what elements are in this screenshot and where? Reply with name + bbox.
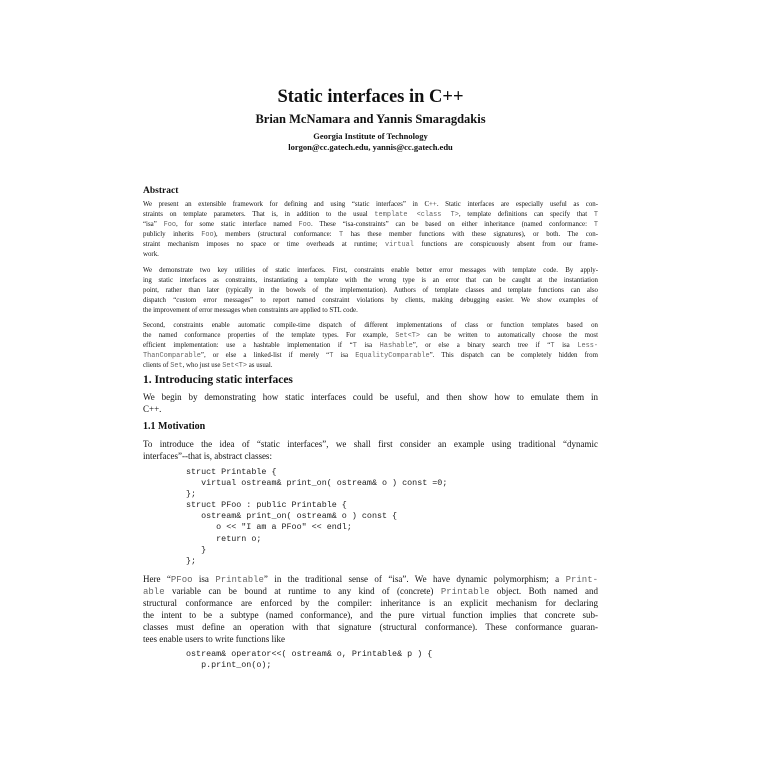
abstract-paragraph-1 [143, 200, 598, 260]
inline-code: Foo [163, 221, 177, 229]
code-line: virtual ostream& print_on( ostream& o ) const =0; [186, 478, 448, 489]
section-1-1-body [143, 573, 598, 645]
inline-code: Printable [440, 587, 490, 597]
affiliation: Georgia Institute of Technology [313, 131, 428, 141]
text-line: We present an extensible framework for defining and using “static interfaces” in C++. Static interfaces are especially useful as con- [143, 201, 598, 208]
text-line: interfaces”--that is, abstract classes: [143, 451, 272, 461]
paper-title: Static interfaces in C++ [277, 87, 464, 107]
inline-code: T [352, 342, 357, 350]
code-line: return o; [186, 533, 262, 544]
inline-code: Set [170, 362, 183, 370]
text-line: the named conformance properties of the template types. For example, Set<T> can be written to automatically choose the most [143, 332, 598, 340]
inline-code: T [550, 342, 555, 350]
code-line: struct Printable { [186, 467, 277, 477]
text-line: We demonstrate two key utilities of static interfaces. First, constraints enable better error messages with template code. By apply- [143, 267, 598, 274]
text-line: clients of Set, who just use Set<T> as usual. [143, 362, 273, 370]
inline-code: Hashable [379, 342, 413, 350]
inline-code: ThanComparable [143, 352, 201, 360]
text-line: work. [143, 251, 159, 258]
text-line: “isa” Foo, for some static interface named Foo. These “isa-constraints” can be based on either inheritance (named conformance: T [143, 221, 598, 229]
text-line: We begin by demonstrating how static interfaces could be useful, and then show how to emulate them in [143, 392, 598, 402]
text-line: dispatch “custom error messages” to report named constraint violations by clients, making debugging easier. We show examples of [143, 297, 598, 304]
inline-code: PFoo [170, 575, 193, 585]
section-1-1-intro [143, 438, 598, 462]
inline-code: EqualityComparable [355, 352, 430, 360]
abstract-heading: Abstract [143, 186, 179, 196]
abstract-paragraph-2 [143, 266, 598, 316]
code-line: } [186, 544, 207, 555]
code-block-operator [186, 649, 432, 671]
text-line: structural conformance are enforced by the compiler: inheritance is an explicit mechanism for declaring [143, 598, 598, 608]
inline-code: Set<T> [395, 332, 421, 340]
text-line: the improvement of error messages when constraints are applied to STL code. [143, 307, 358, 314]
inline-code: T [593, 221, 598, 229]
inline-code: Foo [201, 231, 214, 239]
section-1-intro [143, 391, 598, 415]
text-line: efficient implementation: use a hashtable implementation if “T isa Hashable”, or else a binary search tree if “T isa Less- [143, 342, 598, 350]
inline-code: able [143, 587, 165, 597]
abstract-paragraph-3 [143, 321, 598, 371]
text-line: straint mechanism imposes no space or time overheads at runtime; virtual functions are conspicuously absent from our frame- [143, 241, 598, 249]
section-1-1-heading: 1.1 Motivation [143, 421, 206, 432]
inline-code: Print- [565, 575, 598, 585]
author-emails: lorgon@cc.gatech.edu, yannis@cc.gatech.edu [288, 142, 453, 152]
code-line: }; [186, 555, 197, 566]
inline-code: T [329, 352, 334, 360]
inline-code: template <class T> [374, 211, 459, 219]
text-line: tees enable users to write functions like [143, 634, 285, 644]
inline-code: Foo [298, 221, 311, 229]
text-line: ing static interfaces as constraints, instantiating a template with the wrong type is an error that can be caught at the instantiation [143, 277, 598, 284]
paper-authors: Brian McNamara and Yannis Smaragdakis [255, 112, 486, 126]
code-line: p.print_on(o); [186, 660, 272, 671]
text-line: To introduce the idea of “static interfaces”, we shall first consider an example using traditional “dynamic [143, 439, 598, 449]
code-line: struct PFoo : public Printable { [186, 500, 347, 511]
inline-code: Less- [577, 342, 598, 350]
code-block-printable [186, 467, 447, 567]
text-line: ThanComparable”, or else a linked-list if merely “T isa EqualityComparable”. This dispatch can be completely hidden from [143, 352, 598, 360]
code-line: }; [186, 489, 197, 500]
inline-code: Set<T> [222, 362, 248, 370]
text-line: Here “PFoo isa Printable” in the traditional sense of “isa”. We have dynamic polymorphism; a Print- [143, 574, 598, 585]
code-line: ostream& print_on( ostream& o ) const { [186, 511, 398, 522]
code-line: o << "I am a PFoo" << endl; [186, 522, 352, 533]
text-line: point, rather than later (typically in the bowels of the implementation). Authors of template classes and template functions can also [143, 287, 598, 294]
inline-code: T [339, 231, 344, 239]
text-line: C++. [143, 404, 162, 414]
text-line: able variable can be bound at runtime to any kind of (concrete) Printable object. Both named and [143, 586, 598, 597]
inline-code: virtual [384, 241, 414, 249]
text-line: straints on template parameters. That is, in addition to the usual template <class T>, template definitions can specify that T [143, 211, 598, 219]
text-line: classes must define an operation with that signature (structural conformance). These conformance guaran- [143, 622, 598, 632]
code-line: ostream& operator<<( ostream& o, Printable& p ) { [186, 649, 433, 659]
inline-code: T [593, 211, 598, 219]
section-1-heading: 1. Introducing static interfaces [143, 374, 293, 386]
text-line: the intent to be a subtype (named conformance), and the pure virtual function implies that concrete sub- [143, 610, 598, 620]
text-line: publicly inherits Foo), members (structural conformance: T has these member functions with these signatures), or both. The con- [143, 231, 598, 239]
author-affiliation-block [143, 131, 598, 153]
text-line: Second, constraints enable automatic compile-time dispatch of different implementations of class or function templates based on [143, 322, 598, 329]
inline-code: Printable [215, 575, 264, 585]
